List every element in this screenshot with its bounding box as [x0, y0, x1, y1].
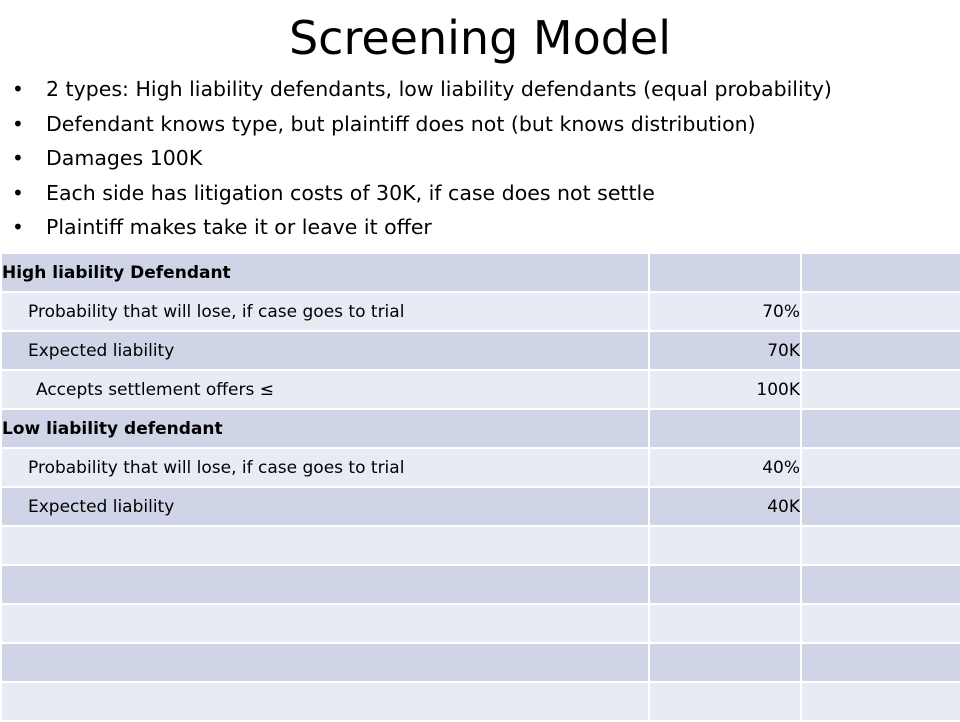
bullet-list — [0, 72, 960, 245]
table-row — [1, 448, 960, 487]
section-header-low: Low liability defendant — [1, 409, 649, 448]
table-cell-value: 70K — [649, 331, 801, 370]
table-cell-value: 100K — [649, 370, 801, 409]
table-cell-empty — [801, 526, 960, 565]
table-row — [1, 292, 960, 331]
table-cell-label — [1, 526, 649, 565]
table-cell-empty — [801, 565, 960, 604]
table-cell-label: Probability that will lose, if case goes to trial — [1, 292, 649, 331]
table-row — [1, 409, 960, 448]
bullet-dot-icon: • — [12, 146, 24, 170]
table-cell-label: Accepts settlement offers ≤ — [1, 370, 649, 409]
table-row — [1, 253, 960, 292]
bullet-dot-icon: • — [12, 77, 24, 101]
table-row — [1, 370, 960, 409]
table-cell-label: Expected liability — [1, 487, 649, 526]
table-cell-value — [649, 643, 801, 682]
section-header-high: High liability Defendant — [1, 253, 649, 292]
table-row — [1, 643, 960, 682]
table-cell-value — [649, 682, 801, 721]
bullet-item — [0, 107, 960, 142]
bullet-text: Defendant knows type, but plaintiff does not (but knows distribution) — [46, 111, 756, 136]
table-cell-label: Probability that will lose, if case goes to trial — [1, 448, 649, 487]
bullet-text: Damages 100K — [46, 146, 203, 170]
bullet-dot-icon: • — [12, 215, 24, 239]
table-row — [1, 604, 960, 643]
table-cell-value: 40% — [649, 448, 801, 487]
bullet-dot-icon: • — [12, 180, 24, 205]
table-cell-label — [1, 643, 649, 682]
table-row — [1, 331, 960, 370]
bullet-item — [0, 72, 960, 107]
table-cell-empty — [801, 409, 960, 448]
bullet-text: Plaintiff makes take it or leave it offer — [46, 215, 432, 239]
slide-title: Screening Model — [288, 11, 671, 65]
table-cell-label — [1, 682, 649, 721]
table-cell-value — [649, 604, 801, 643]
liability-table — [0, 252, 960, 722]
table-cell-value — [649, 409, 801, 448]
bullet-text: Each side has litigation costs of 30K, if case does not settle — [46, 180, 655, 205]
table-cell-value: 40K — [649, 487, 801, 526]
table-cell-empty — [801, 448, 960, 487]
table-cell-value: 70% — [649, 292, 801, 331]
table-cell-label: Expected liability — [1, 331, 649, 370]
table-row — [1, 526, 960, 565]
table-row — [1, 565, 960, 604]
bullet-item — [0, 210, 960, 245]
bullet-text: 2 types: High liability defendants, low liability defendants (equal probability) — [46, 77, 832, 101]
table-cell-value — [649, 565, 801, 604]
table-cell-empty — [801, 370, 960, 409]
table-cell-empty — [801, 331, 960, 370]
table-cell-empty — [801, 604, 960, 643]
table-cell-value — [649, 526, 801, 565]
table-cell-value — [649, 253, 801, 292]
table-cell-empty — [801, 292, 960, 331]
table-cell-label — [1, 565, 649, 604]
table-row — [1, 682, 960, 721]
table-cell-empty — [801, 487, 960, 526]
bullet-item — [0, 141, 960, 176]
table-row — [1, 487, 960, 526]
bullet-dot-icon: • — [12, 111, 24, 136]
table-cell-empty — [801, 253, 960, 292]
table-cell-empty — [801, 682, 960, 721]
table-cell-label — [1, 604, 649, 643]
bullet-item — [0, 176, 960, 211]
table-cell-empty — [801, 643, 960, 682]
